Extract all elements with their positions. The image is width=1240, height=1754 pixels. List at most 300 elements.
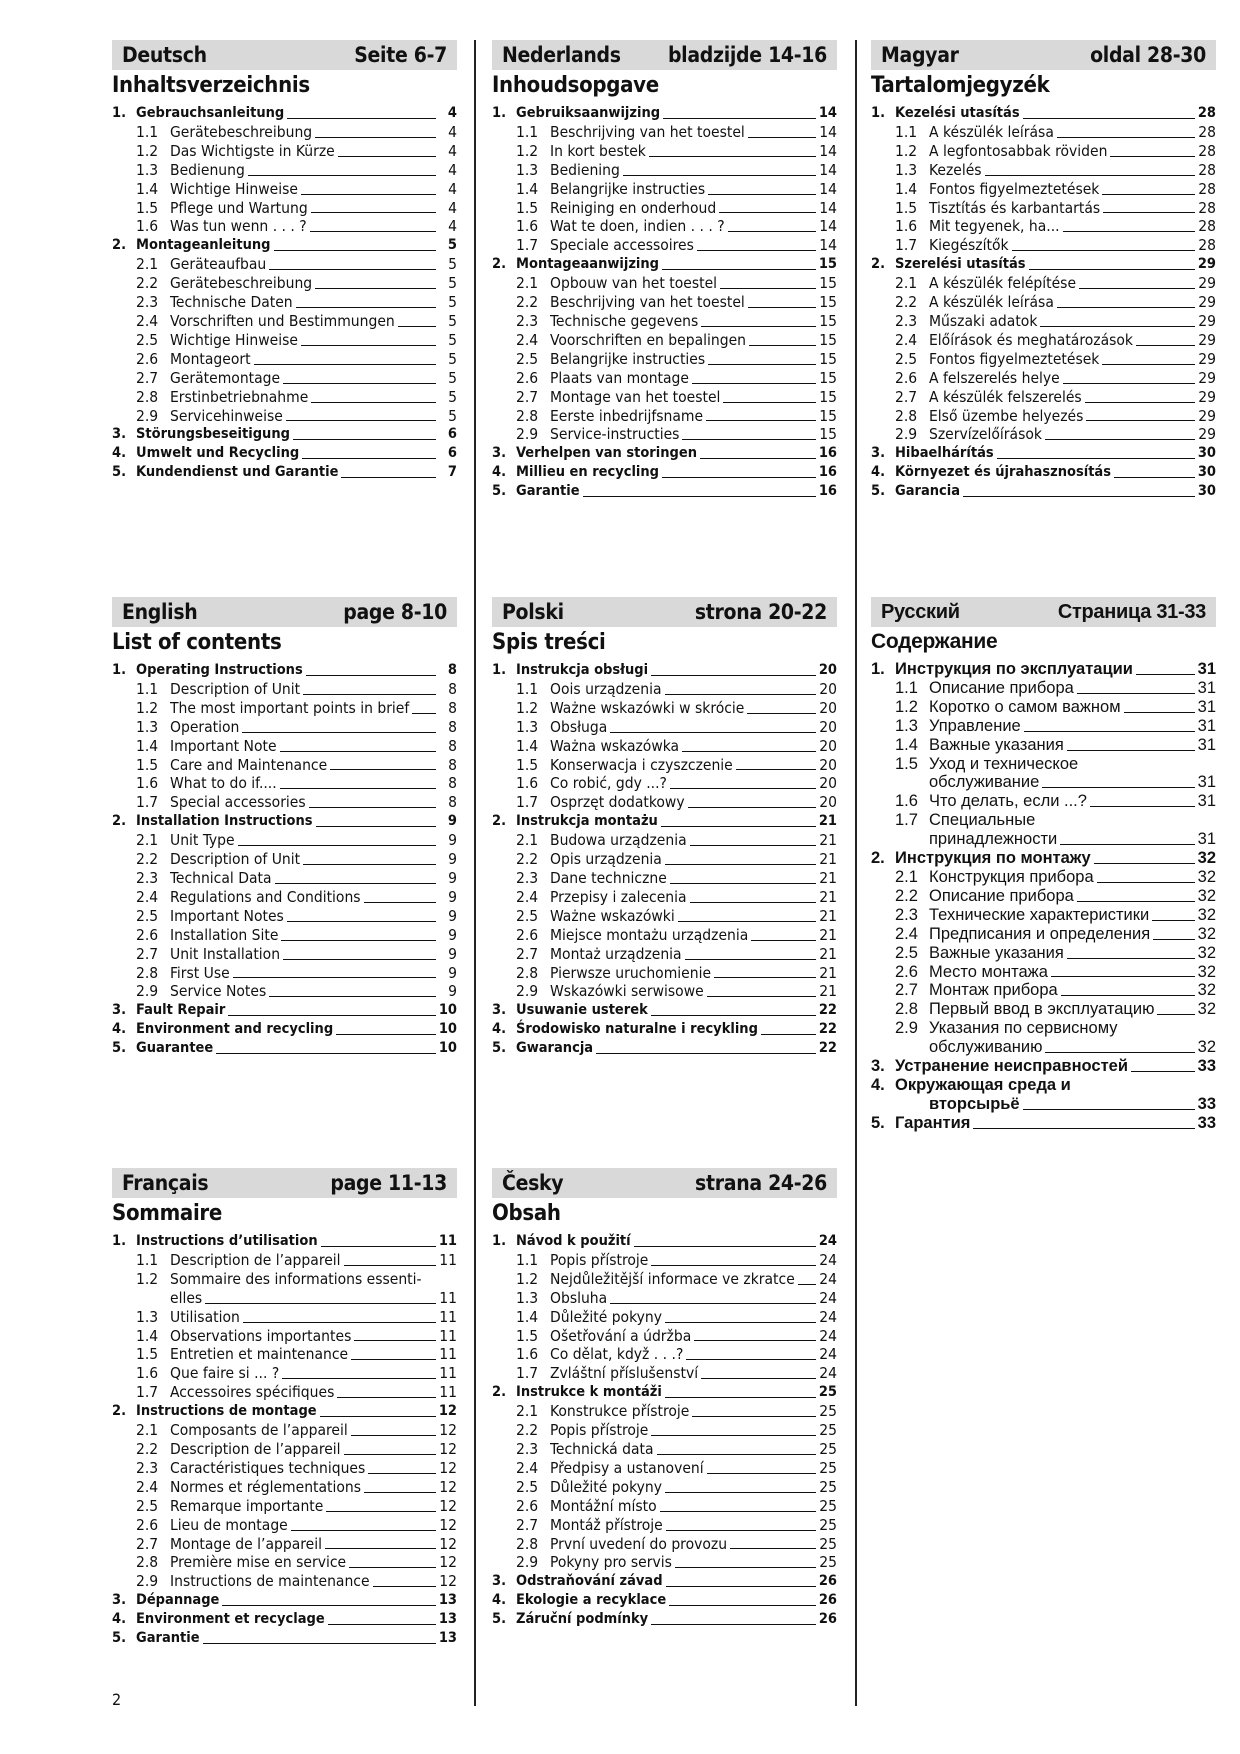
toc-entry[interactable]: [871, 425, 1216, 444]
toc-entry[interactable]: [871, 236, 1216, 255]
toc-entry[interactable]: [492, 425, 837, 444]
leader-line: [675, 1567, 816, 1568]
toc-entry[interactable]: [492, 926, 837, 945]
leader-line: [596, 1053, 816, 1054]
toc-entry[interactable]: [112, 1478, 457, 1497]
toc-entry[interactable]: [112, 1516, 457, 1535]
entry-page: 14: [819, 217, 837, 236]
entry-number: 5.: [492, 1611, 507, 1628]
toc-entry[interactable]: [492, 331, 837, 350]
toc-chapter[interactable]: [492, 1572, 837, 1591]
toc-chapter[interactable]: [492, 1001, 837, 1020]
toc-entry[interactable]: [492, 217, 837, 236]
toc-chapter[interactable]: [492, 1383, 837, 1402]
toc-entry[interactable]: [871, 925, 1216, 944]
toc-entry[interactable]: [492, 831, 837, 850]
toc-chapter[interactable]: [871, 849, 1216, 868]
leader-line: [660, 1511, 816, 1512]
entry-page: 31: [1197, 735, 1216, 754]
toc-entry[interactable]: [112, 1421, 457, 1440]
toc-entry[interactable]: [112, 274, 457, 293]
leader-line: [293, 439, 436, 440]
entry-number: 2.5: [136, 906, 159, 925]
toc-chapter[interactable]: [112, 1591, 457, 1610]
entry-page: 26: [818, 1573, 837, 1590]
entry-label: Mit tegyenek, ha...: [929, 217, 1060, 236]
toc-entry[interactable]: [112, 217, 457, 236]
toc-entry[interactable]: [112, 907, 457, 926]
entry-page: 20: [819, 717, 837, 736]
entry-label: Első üzembe helyezés: [929, 406, 1084, 425]
toc-chapter[interactable]: [871, 463, 1216, 482]
entry-page: 24: [819, 1269, 837, 1288]
entry-label: Caractéristiques techniques: [170, 1458, 366, 1477]
entry-label: Что делать, если ...?: [929, 792, 1087, 811]
toc-entry[interactable]: [492, 869, 837, 888]
toc-chapter[interactable]: [492, 255, 837, 274]
toc-entry[interactable]: [492, 1459, 837, 1478]
entry-label: Lieu de montage: [170, 1515, 288, 1534]
toc-entry[interactable]: [492, 964, 837, 983]
toc-entry[interactable]: [492, 1251, 837, 1270]
entry-label: Gebruiksaanwijzing: [516, 105, 661, 121]
toc-entry-continuation[interactable]: [871, 773, 1216, 792]
entry-number: 2.2: [516, 850, 539, 869]
toc-entry[interactable]: [871, 906, 1216, 925]
entry-label: Instrukcja montażu: [516, 813, 658, 830]
toc-chapter[interactable]: [112, 1402, 457, 1421]
toc-entry[interactable]: [112, 142, 457, 161]
entry-number: 1.3: [136, 717, 159, 736]
entry-page: 11: [439, 1326, 457, 1345]
leader-line: [723, 402, 816, 403]
toc-entry[interactable]: [492, 1553, 837, 1572]
toc-entry[interactable]: [112, 1345, 457, 1364]
entry-label: Environment and recycling: [136, 1021, 334, 1038]
toc-title: Inhaltsverzeichnis: [112, 73, 310, 98]
toc-entry[interactable]: [492, 1364, 837, 1383]
toc-chapter[interactable]: [112, 1039, 457, 1058]
entry-page: 28: [1198, 160, 1216, 179]
toc-entry[interactable]: [492, 982, 837, 1001]
toc-entry[interactable]: [492, 1497, 837, 1516]
entry-number: 3.: [492, 1002, 507, 1019]
toc-entry[interactable]: [112, 1383, 457, 1402]
entry-page: 30: [1197, 445, 1216, 462]
entry-number: 1.5: [516, 755, 539, 774]
toc-entry[interactable]: [112, 850, 457, 869]
toc-entry[interactable]: [492, 945, 837, 964]
entry-number: 2.9: [516, 982, 539, 1001]
toc-entry[interactable]: [112, 180, 457, 199]
entry-page: 28: [1198, 141, 1216, 160]
entry-page: 10: [438, 1040, 457, 1057]
toc-entry[interactable]: [112, 964, 457, 983]
leader-line: [287, 118, 436, 119]
entry-page: 5: [448, 274, 457, 293]
leader-line: [1024, 731, 1195, 732]
leader-line: [714, 977, 816, 978]
toc-entry[interactable]: [112, 407, 457, 426]
toc-chapter[interactable]: [112, 1629, 457, 1648]
leader-line: [1057, 137, 1195, 138]
toc-entry[interactable]: [112, 756, 457, 775]
toc-entry[interactable]: [112, 1364, 457, 1383]
toc-entry[interactable]: [492, 199, 837, 218]
entry-label: Osprzęt dodatkowy: [550, 793, 685, 812]
toc-entry[interactable]: [112, 869, 457, 888]
leader-line: [282, 1378, 436, 1379]
entry-number: 1.4: [136, 179, 159, 198]
toc-entry[interactable]: [871, 180, 1216, 199]
entry-label: Usuwanie usterek: [516, 1002, 648, 1019]
entry-page: 9: [448, 831, 457, 850]
toc-entry[interactable]: [871, 679, 1216, 698]
toc-entry[interactable]: [112, 718, 457, 737]
toc-entry[interactable]: [492, 407, 837, 426]
leader-line: [663, 118, 816, 119]
entry-label: Normes et réglementations: [170, 1477, 362, 1496]
toc-entry[interactable]: [492, 293, 837, 312]
leader-line: [296, 307, 436, 308]
toc-entry[interactable]: [871, 312, 1216, 331]
toc-entry[interactable]: [492, 1327, 837, 1346]
toc-chapter[interactable]: [112, 1610, 457, 1629]
entry-number: 2.: [112, 813, 127, 830]
entry-number: 1.1: [136, 679, 159, 698]
entry-page: 4: [448, 141, 457, 160]
toc-entry[interactable]: [112, 1572, 457, 1591]
entry-label: Уход и техническое: [929, 754, 1079, 773]
entry-number: 1.: [492, 662, 507, 678]
toc-entry[interactable]: [112, 1553, 457, 1572]
toc-entry[interactable]: [492, 1270, 837, 1289]
toc-chapter[interactable]: [112, 425, 457, 444]
toc-entry[interactable]: [112, 793, 457, 812]
toc-entry[interactable]: [871, 755, 1216, 774]
entry-page: 4: [448, 217, 457, 236]
entry-label: Важные указания: [929, 735, 1064, 754]
toc-entry[interactable]: [112, 255, 457, 274]
toc-entry[interactable]: [112, 831, 457, 850]
toc-entry[interactable]: [112, 369, 457, 388]
toc-entry[interactable]: [492, 123, 837, 142]
entry-label: A készülék leírása: [929, 122, 1054, 141]
toc-entry[interactable]: [492, 888, 837, 907]
entry-number: 1.2: [136, 698, 159, 717]
toc-section-en: [112, 597, 457, 1058]
toc-entry[interactable]: [492, 1516, 837, 1535]
toc-chapter[interactable]: [492, 812, 837, 831]
entry-label: Störungsbeseitigung: [136, 426, 290, 443]
entry-page: 15: [819, 368, 837, 387]
toc-entry[interactable]: [112, 774, 457, 793]
toc-chapter[interactable]: [492, 1591, 837, 1610]
toc-entry[interactable]: [112, 331, 457, 350]
toc-entry[interactable]: [492, 1308, 837, 1327]
toc-chapter[interactable]: [492, 463, 837, 482]
toc-entry[interactable]: [871, 1000, 1216, 1019]
entry-page: 25: [818, 1384, 837, 1401]
toc-entry[interactable]: [112, 1497, 457, 1516]
column-divider-left: [474, 40, 476, 1706]
toc-entry[interactable]: [871, 331, 1216, 350]
toc-chapter[interactable]: [871, 255, 1216, 274]
toc-entry[interactable]: [492, 850, 837, 869]
toc-entry[interactable]: [871, 811, 1216, 830]
toc-entry[interactable]: [871, 369, 1216, 388]
entry-page: 21: [819, 963, 837, 982]
toc-chapter[interactable]: [112, 236, 457, 255]
entry-label: Millieu en recycling: [516, 464, 660, 481]
toc-entry[interactable]: [112, 1270, 457, 1289]
leader-line: [1085, 402, 1195, 403]
toc-entry[interactable]: [492, 369, 837, 388]
entry-number: 4.: [112, 1611, 127, 1628]
toc-entry-continuation[interactable]: [871, 830, 1216, 849]
leader-line: [623, 175, 816, 176]
toc-entry[interactable]: [492, 1440, 837, 1459]
entry-page: 13: [438, 1592, 457, 1609]
toc-entry[interactable]: [112, 1535, 457, 1554]
entry-label: Przepisy i zalecenia: [550, 887, 687, 906]
entry-label: Remarque importante: [170, 1496, 324, 1515]
leader-line: [669, 1605, 816, 1606]
leader-line: [708, 194, 816, 195]
toc-entry[interactable]: [871, 736, 1216, 755]
toc-entry[interactable]: [871, 792, 1216, 811]
toc-chapter[interactable]: [112, 104, 457, 123]
toc-entry[interactable]: [492, 350, 837, 369]
leader-line: [707, 1473, 816, 1474]
entry-page: 20: [819, 698, 837, 717]
toc-entry[interactable]: [112, 1308, 457, 1327]
toc-entry[interactable]: [492, 180, 837, 199]
entry-page: 5: [448, 293, 457, 312]
entry-label: Montážní místo: [550, 1496, 657, 1515]
toc-entry[interactable]: [492, 388, 837, 407]
toc-entry-continuation[interactable]: [871, 1095, 1216, 1114]
toc-entry[interactable]: [871, 293, 1216, 312]
toc-entry[interactable]: [492, 680, 837, 699]
toc-chapter[interactable]: [492, 1020, 837, 1039]
toc-entry[interactable]: [112, 293, 457, 312]
toc-chapter[interactable]: [871, 444, 1216, 463]
entry-number: 2.: [492, 256, 507, 273]
toc-chapter[interactable]: [871, 104, 1216, 123]
toc-chapter[interactable]: [112, 661, 457, 680]
entry-page: 32: [1197, 867, 1216, 886]
toc-entry[interactable]: [112, 199, 457, 218]
toc-entry[interactable]: [492, 274, 837, 293]
toc-chapter[interactable]: [492, 661, 837, 680]
toc-chapter[interactable]: [871, 1057, 1216, 1076]
leader-line: [344, 1454, 436, 1455]
toc-chapter[interactable]: [492, 1610, 837, 1629]
toc-chapter[interactable]: [112, 812, 457, 831]
entry-number: 1.3: [136, 1307, 159, 1326]
toc-entry[interactable]: [492, 312, 837, 331]
toc-entry[interactable]: [871, 350, 1216, 369]
toc-entry[interactable]: [871, 199, 1216, 218]
entry-label: Installation Site: [170, 925, 279, 944]
entry-number: 1.6: [136, 217, 159, 236]
toc-entry[interactable]: [871, 868, 1216, 887]
entry-page: 24: [819, 1364, 837, 1383]
entry-page: 9: [447, 813, 457, 830]
leader-line: [286, 420, 436, 421]
toc-entry-continuation[interactable]: [112, 1289, 457, 1308]
entry-page: 24: [819, 1307, 837, 1326]
toc-entry[interactable]: [112, 1440, 457, 1459]
entry-page: 33: [1197, 1113, 1216, 1132]
toc-entry[interactable]: [492, 236, 837, 255]
toc-entry[interactable]: [871, 407, 1216, 426]
toc-chapter[interactable]: [112, 444, 457, 463]
toc-chapter[interactable]: [871, 482, 1216, 501]
toc-entry[interactable]: [112, 680, 457, 699]
toc-entry[interactable]: [112, 888, 457, 907]
entry-page: 25: [819, 1496, 837, 1515]
toc-chapter[interactable]: [492, 444, 837, 463]
toc-entry[interactable]: [112, 1327, 457, 1346]
entry-page: 28: [1198, 179, 1216, 198]
toc-entry[interactable]: [492, 699, 837, 718]
toc-entry[interactable]: [492, 756, 837, 775]
leader-line: [1040, 326, 1195, 327]
toc-entry[interactable]: [492, 1402, 837, 1421]
toc-entry[interactable]: [871, 123, 1216, 142]
toc-entry[interactable]: [112, 1251, 457, 1270]
toc-entry[interactable]: [492, 737, 837, 756]
entry-page: 5: [447, 237, 457, 254]
toc-entry[interactable]: [871, 142, 1216, 161]
leader-line: [651, 675, 816, 676]
entry-label: Tisztítás és karbantartás: [929, 198, 1101, 217]
page-range: Seite 6-7: [354, 43, 447, 67]
entry-number: 1.: [112, 662, 127, 678]
toc-entry[interactable]: [112, 699, 457, 718]
toc-entry[interactable]: [871, 274, 1216, 293]
toc-entry[interactable]: [871, 963, 1216, 982]
entry-number: 3.: [871, 1057, 885, 1076]
entry-number: 1.: [112, 105, 127, 121]
toc-entry[interactable]: [492, 774, 837, 793]
toc-entry[interactable]: [492, 142, 837, 161]
toc-entry[interactable]: [871, 217, 1216, 236]
entry-page: 6: [447, 426, 457, 443]
toc-entry[interactable]: [112, 350, 457, 369]
toc-entry[interactable]: [112, 123, 457, 142]
toc-entry[interactable]: [492, 1289, 837, 1308]
toc-entry[interactable]: [871, 161, 1216, 180]
entry-label: Wat te doen, indien . . . ?: [550, 217, 725, 236]
entry-page: 14: [818, 105, 837, 121]
toc-entry[interactable]: [492, 1421, 837, 1440]
toc-entry[interactable]: [112, 737, 457, 756]
entry-number: 2.1: [136, 1421, 159, 1440]
toc-entry[interactable]: [112, 388, 457, 407]
language-header: [112, 1168, 457, 1198]
toc-entry-continuation[interactable]: [871, 1038, 1216, 1057]
toc-entry[interactable]: [492, 793, 837, 812]
toc-entry[interactable]: [492, 1535, 837, 1554]
toc-entry[interactable]: [492, 161, 837, 180]
toc-chapter[interactable]: [112, 1232, 457, 1251]
toc-entry[interactable]: [871, 887, 1216, 906]
toc-chapter[interactable]: [871, 1076, 1216, 1095]
entry-page: 20: [819, 755, 837, 774]
toc-chapter[interactable]: [871, 1114, 1216, 1133]
entry-label: Belangrijke instructies: [550, 179, 706, 198]
toc-chapter[interactable]: [112, 1020, 457, 1039]
entry-page: 11: [439, 1364, 457, 1383]
toc-chapter[interactable]: [492, 104, 837, 123]
entry-number: 1.3: [895, 160, 918, 179]
toc-entry[interactable]: [871, 981, 1216, 1000]
toc-chapter[interactable]: [492, 1232, 837, 1251]
entry-page: 8: [448, 698, 457, 717]
toc-chapter[interactable]: [492, 1039, 837, 1058]
leader-line: [649, 156, 816, 157]
toc-entry[interactable]: [112, 945, 457, 964]
toc-entry[interactable]: [871, 698, 1216, 717]
entry-label: Управление: [929, 716, 1021, 735]
entry-label: Technische gegevens: [550, 311, 699, 330]
language-header: [112, 597, 457, 627]
toc-entry[interactable]: [492, 718, 837, 737]
leader-line: [1097, 882, 1195, 883]
entry-page: 29: [1198, 330, 1216, 349]
toc-chapter[interactable]: [492, 482, 837, 501]
entry-number: 1.3: [516, 160, 539, 179]
entry-label: Observations importantes: [170, 1326, 352, 1345]
entry-label: Ważne wskazówki: [550, 906, 675, 925]
entry-page: 15: [819, 406, 837, 425]
entry-number: 2.8: [136, 1553, 159, 1572]
toc-entry[interactable]: [871, 717, 1216, 736]
toc-list: [112, 104, 457, 482]
entry-number: 1.7: [516, 236, 539, 255]
leader-line: [315, 137, 436, 138]
toc-entry[interactable]: [112, 926, 457, 945]
toc-entry[interactable]: [492, 1478, 837, 1497]
toc-entry[interactable]: [871, 388, 1216, 407]
entry-label: Garantie: [136, 1630, 200, 1647]
entry-page: 5: [448, 368, 457, 387]
toc-chapter[interactable]: [112, 463, 457, 482]
leader-line: [280, 751, 436, 752]
toc-entry[interactable]: [112, 312, 457, 331]
toc-entry[interactable]: [492, 907, 837, 926]
toc-entry[interactable]: [871, 1019, 1216, 1038]
toc-entry[interactable]: [112, 1459, 457, 1478]
toc-chapter[interactable]: [871, 660, 1216, 679]
entry-page: 29: [1198, 387, 1216, 406]
entry-number: 3.: [871, 445, 886, 462]
entry-page: 15: [818, 256, 837, 273]
entry-page: 21: [819, 868, 837, 887]
toc-entry[interactable]: [112, 161, 457, 180]
toc-entry[interactable]: [112, 982, 457, 1001]
entry-page: 9: [448, 925, 457, 944]
entry-label: Инструкция по эксплуатации: [895, 660, 1133, 678]
toc-chapter[interactable]: [112, 1001, 457, 1020]
toc-entry[interactable]: [871, 944, 1216, 963]
entry-label: Budowa urządzenia: [550, 831, 687, 850]
toc-entry[interactable]: [492, 1345, 837, 1364]
entry-page: 12: [439, 1572, 457, 1591]
